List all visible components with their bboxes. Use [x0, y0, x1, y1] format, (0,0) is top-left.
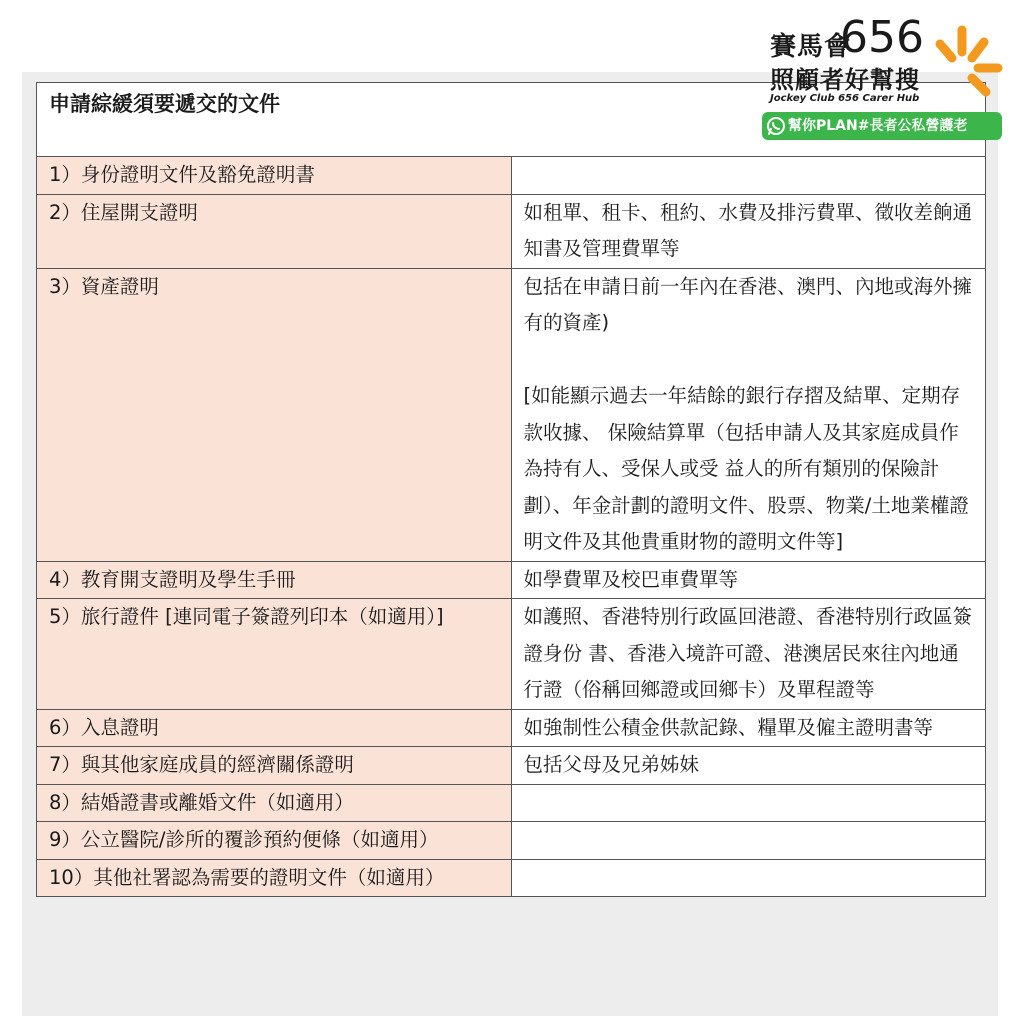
spark-icon [928, 22, 1004, 106]
tagline-badge [762, 112, 1002, 140]
paragraph-gap [524, 342, 976, 379]
row-2-detail-text: 如租單、租卡、租約、水費及排污費單、徵收差餉通知書及管理費單等 [523, 200, 973, 260]
row-10-detail [511, 859, 986, 897]
row-4-detail-text: 如學費單及校巴車費單等 [523, 567, 739, 591]
logo-number: 656 [840, 12, 924, 63]
row-5-detail [511, 599, 986, 710]
row-6-detail [511, 709, 986, 747]
row-7-detail [511, 747, 986, 785]
table-row [37, 268, 986, 561]
row-5-detail-text: 如護照、香港特別行政區回港證、香港特別行政區簽證身份 書、香港入境許可證、港澳居民來往內地通行證（俗稱回鄉證或回鄉卡）及單程證等 [523, 605, 973, 701]
table-row [37, 561, 986, 599]
table-row [37, 859, 986, 897]
row-4-label: 4）教育開支證明及學生手冊 [37, 561, 512, 599]
table-row [37, 747, 986, 785]
row-5-label: 5）旅行證件 [連同電子簽證列印本（如適用）] [37, 599, 512, 710]
row-6-label: 6）入息證明 [37, 709, 512, 747]
row-2-label: 2）住屋開支證明 [37, 194, 512, 268]
row-1-detail [511, 157, 986, 195]
table-row [37, 599, 986, 710]
logo-line-2: 照顧者好幫搜 [770, 66, 920, 94]
logo-line-1: 賽馬會 [770, 32, 852, 62]
table-row [37, 194, 986, 268]
table-row [37, 822, 986, 860]
row-9-detail [511, 822, 986, 860]
table-row [37, 709, 986, 747]
documents-table [36, 82, 986, 897]
row-9-label: 9）公立醫院/診所的覆診預約便條（如適用） [37, 822, 512, 860]
row-6-detail-text: 如強制性公積金供款記錄、糧單及僱主證明書等 [523, 715, 934, 739]
table-title: 申請綜緩須要遞交的文件 [37, 83, 986, 157]
whatsapp-icon [766, 116, 786, 136]
table-row [37, 784, 986, 822]
row-3-detail-text-1: 包括在申請日前一年內在香港、澳門、內地或海外擁有的資產) [523, 274, 973, 334]
row-7-label: 7）與其他家庭成員的經濟關係證明 [37, 747, 512, 785]
table-row [37, 157, 986, 195]
row-2-detail [511, 194, 986, 268]
row-4-detail [511, 561, 986, 599]
tagline-text: 幫你PLAN#長者公私營護老 [788, 118, 968, 134]
row-8-detail [511, 784, 986, 822]
row-7-detail-text: 包括父母及兄弟姊妹 [523, 753, 700, 776]
row-10-label: 10）其他社署認為需要的證明文件（如適用） [37, 859, 512, 897]
logo-line-3: Jockey Club 656 Carer Hub [770, 93, 920, 104]
row-3-detail [511, 268, 986, 561]
carer-hub-logo[interactable] [760, 12, 1016, 144]
row-3-label: 3）資產證明 [37, 268, 512, 561]
row-8-label: 8）結婚證書或離婚文件（如適用） [37, 784, 512, 822]
row-1-label: 1）身份證明文件及豁免證明書 [37, 157, 512, 195]
row-3-detail-text-2: [如能顯示過去一年結餘的銀行存摺及結單、定期存款收據、 保險結算單（包括申請人及其家庭成員作為持有人、受保人或受 益人的所有類別的保險計劃）、年金計劃的證明文件、股票、物業/土地業權證明文件及其他貴重財物的證明文件等] [523, 384, 969, 553]
